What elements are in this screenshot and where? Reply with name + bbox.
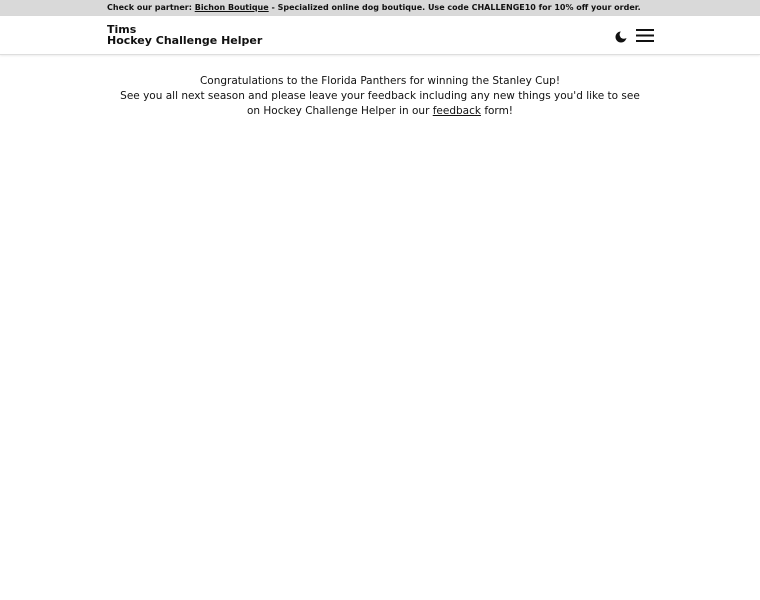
- site-header: [0, 16, 760, 55]
- theme-toggle-button[interactable]: [614, 29, 628, 43]
- congratulations-message: Congratulations to the Florida Panthers for winning the Stanley Cup!: [199, 75, 561, 87]
- moon-icon: [614, 30, 628, 44]
- menu-button[interactable]: [636, 28, 654, 43]
- brand-line-2: Hockey Challenge Helper: [107, 34, 263, 47]
- promo-prefix: Check our partner:: [107, 3, 192, 12]
- promo-banner: [0, 0, 760, 16]
- promo-suffix: - Specialized online dog boutique. Use code CHALLENGE10 for 10% off your order.: [271, 3, 641, 12]
- hamburger-menu-icon: [636, 28, 654, 43]
- feedback-message-prefix: See you all next season and please leave your feedback including any new things you'd like to see on Hockey Challenge Helper in our: [120, 90, 640, 117]
- partner-link[interactable]: Bichon Boutique: [194, 3, 269, 12]
- feedback-message: [120, 89, 640, 119]
- site-brand[interactable]: [107, 24, 262, 46]
- main-content: [0, 55, 760, 119]
- feedback-message-suffix: form!: [484, 105, 514, 117]
- brand-line-1: Tims: [107, 23, 137, 36]
- feedback-link[interactable]: feedback: [432, 105, 481, 117]
